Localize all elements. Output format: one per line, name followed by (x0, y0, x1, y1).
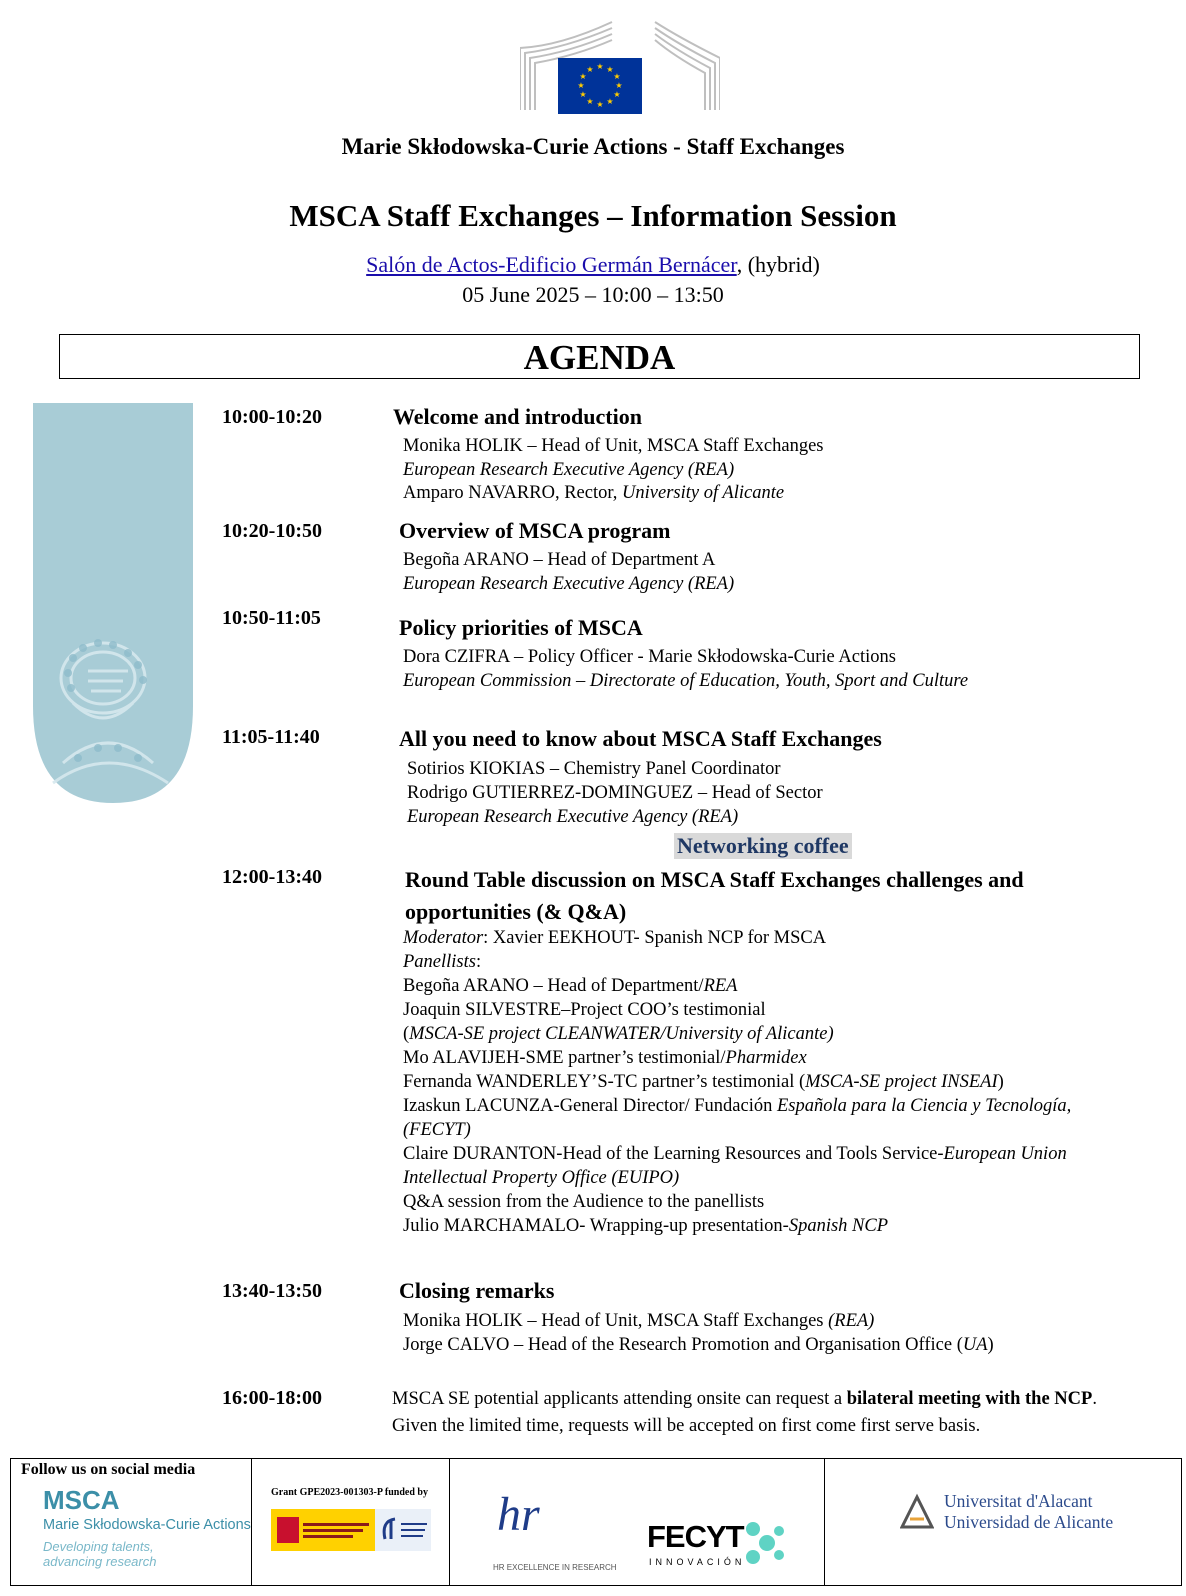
svg-text:★: ★ (596, 100, 604, 109)
panellist-line (403, 1215, 888, 1239)
panellist-name: Julio MARCHAMALO- Wrapping-up presentation- (403, 1216, 789, 1236)
msca-logo[interactable]: MSCA (43, 1485, 120, 1515)
speaker-paren: ) (987, 1335, 994, 1355)
fecyt-logo: FECYT (647, 1519, 744, 1554)
hr-excellence-logo: hr (497, 1488, 540, 1541)
panellist-affiliation: Española para la Ciencia y Tecnología, (FECYT) (403, 1096, 1072, 1140)
speaker-line (403, 1310, 874, 1334)
panellist-line (403, 1071, 1004, 1095)
svg-text:★: ★ (577, 81, 585, 90)
speaker-name: Amparo NAVARRO, Rector, (403, 483, 623, 503)
session-item-title: All you need to know about MSCA Staff Exchanges (399, 726, 882, 751)
panellist-affiliation: MSCA-SE project INSEAI (805, 1072, 998, 1092)
session-date: 05 June 2025 – 10:00 – 13:50 (462, 282, 724, 307)
venue-link[interactable]: Salón de Actos-Edificio Germán Bernácer (366, 252, 737, 277)
bilateral-meeting-note (392, 1386, 1132, 1440)
note-bold-text: bilateral meeting with the NCP (846, 1389, 1093, 1409)
panellists-label (403, 951, 481, 975)
session-title: MSCA Staff Exchanges – Information Session (289, 198, 897, 233)
msca-tagline-1: Developing talents, (43, 1539, 154, 1554)
moderator-label: Moderator (403, 928, 484, 948)
panellists-label-text: Panellists (403, 952, 476, 972)
networking-coffee-break: Networking coffee (674, 833, 852, 859)
session-item-title: Overview of MSCA program (399, 518, 671, 543)
panellist-line (403, 1143, 1143, 1190)
speaker-line: Monika HOLIK – Head of Unit, MSCA Staff Exchanges (403, 436, 824, 456)
time-slot: 10:00-10:20 (222, 406, 322, 428)
time-slot: 10:20-10:50 (222, 520, 322, 542)
venue-line (0, 252, 1186, 278)
panellist-affiliation: Pharmidex (725, 1048, 807, 1068)
footer-partners-cell (449, 1459, 825, 1585)
session-item-title: Policy priorities of MSCA (399, 615, 643, 640)
moderator-line (403, 927, 826, 951)
note-text: MSCA SE potential applicants attending onsite can request a (392, 1389, 847, 1409)
university-alicante-icon (900, 1493, 934, 1529)
speaker-line: Dora CZIFRA – Policy Officer - Marie Skłodowska-Curie Actions (403, 647, 896, 667)
time-slot: 13:40-13:50 (222, 1280, 322, 1302)
affiliation-line: European Research Executive Agency (REA) (407, 807, 739, 827)
msca-tagline (43, 1539, 156, 1569)
panellist-name: Izaskun LACUNZA-General Director/ Fundación (403, 1096, 777, 1116)
panellist-name: Begoña ARANO – Head of Department/ (403, 976, 704, 996)
time-slot: 11:05-11:40 (222, 726, 320, 748)
footer-grant-cell (251, 1459, 450, 1585)
panellist-affiliation: MSCA-SE project CLEANWATER/University of Alicante) (409, 1024, 834, 1044)
svg-text:★: ★ (606, 97, 614, 106)
note-text: . Given the limited time, requests will be accepted on first come first serve basis. (392, 1389, 1097, 1436)
hr-excellence-label: HR EXCELLENCE IN RESEARCH (493, 1563, 617, 1572)
qa-line: Q&A session from the Audience to the panellists (403, 1192, 765, 1212)
speaker-line (403, 1334, 994, 1358)
university-alicante-name (944, 1491, 1113, 1533)
moderator-name: : Xavier EEKHOUT- Spanish NCP for MSCA (483, 928, 827, 948)
panellist-line (403, 1023, 834, 1047)
panellist-line (403, 1095, 1138, 1142)
session-item-title: Round Table discussion on MSCA Staff Exchanges challenges and opportunities (& Q&A) (405, 867, 1024, 924)
fecyt-subtitle: INNOVACIÓN (649, 1557, 746, 1567)
speaker-name: Monika HOLIK – Head of Unit, MSCA Staff Exchanges (403, 1311, 829, 1331)
session-item-title: Closing remarks (399, 1278, 555, 1303)
panellist-paren: ) (997, 1072, 1004, 1092)
svg-text:★: ★ (579, 72, 587, 81)
grant-text: Grant GPE2023-001303-P funded by (271, 1487, 428, 1498)
speaker-line: Begoña ARANO – Head of Department A (403, 550, 716, 570)
panellist-name: Mo ALAVIJEH-SME partner’s testimonial/ (403, 1048, 726, 1068)
affiliation-line: European Research Executive Agency (REA) (403, 460, 735, 480)
svg-text:★: ★ (579, 90, 587, 99)
svg-text:★: ★ (586, 97, 594, 106)
university-name-valencian: Universitat d'Alacant (944, 1491, 1093, 1511)
svg-text:★: ★ (596, 62, 604, 71)
msca-tagline-2: advancing research (43, 1554, 157, 1569)
fecyt-molecule-icon (745, 1519, 785, 1567)
organization-title: Marie Skłodowska-Curie Actions - Staff Exchanges (341, 134, 845, 159)
speaker-affiliation: UA (962, 1335, 988, 1355)
footer-university-cell (824, 1459, 1181, 1585)
speaker-name: Jorge CALVO – Head of the Research Promotion and Organisation Office ( (403, 1335, 963, 1355)
panellist-affiliation: REA (703, 976, 738, 996)
svg-text:★: ★ (606, 65, 614, 74)
follow-us-label: Follow us on social media (21, 1461, 196, 1478)
affiliation-line: European Research Executive Agency (REA) (403, 574, 735, 594)
speaker-line: Rodrigo GUTIERREZ-DOMINGUEZ – Head of Sector (407, 783, 823, 803)
speaker-line: Sotirios KIOKIAS – Chemistry Panel Coordinator (407, 759, 781, 779)
speaker-affiliation: (REA) (828, 1311, 875, 1331)
speaker-line (403, 482, 784, 506)
msca-name: Marie Skłodowska-Curie Actions (43, 1517, 251, 1533)
time-slot: 12:00-13:40 (222, 866, 322, 888)
svg-text:★: ★ (613, 90, 621, 99)
spanish-ministry-logo (271, 1509, 431, 1551)
svg-text:★: ★ (586, 65, 594, 74)
affiliation-line: European Commission – Directorate of Education, Youth, Sport and Culture (403, 671, 969, 691)
panellist-paren: ( (403, 1024, 410, 1044)
panellist-line (403, 1047, 807, 1071)
venue-suffix: , (hybrid) (736, 252, 820, 277)
panellist-line (403, 975, 737, 999)
panellist-name: Claire DURANTON-Head of the Learning Resources and Tools Service- (403, 1144, 944, 1164)
svg-text:★: ★ (613, 72, 621, 81)
university-name-spanish: Universidad de Alicante (944, 1512, 1114, 1532)
panellist-line: Joaquin SILVESTRE–Project COO’s testimonial (403, 1000, 766, 1020)
footer-logos (10, 1458, 1182, 1586)
speaker-affiliation: University of Alicante (622, 483, 785, 503)
panellist-affiliation: Spanish NCP (788, 1216, 889, 1236)
european-commission-logo (520, 18, 720, 116)
time-slot: 16:00-18:00 (222, 1387, 322, 1409)
portrait-side-panel (3, 403, 196, 821)
panellist-name: Fernanda WANDERLEY’S-TC partner’s testimonial ( (403, 1072, 806, 1092)
panellist-affiliation: European Union Intellectual Property Office (EUIPO) (403, 1144, 1067, 1188)
time-slot: 10:50-11:05 (222, 607, 321, 629)
panellists-colon: : (475, 952, 482, 972)
svg-text:★: ★ (615, 81, 623, 90)
footer-social-cell (11, 1459, 252, 1585)
agenda-heading: AGENDA (59, 334, 1140, 379)
session-item-title: Welcome and introduction (393, 404, 642, 429)
